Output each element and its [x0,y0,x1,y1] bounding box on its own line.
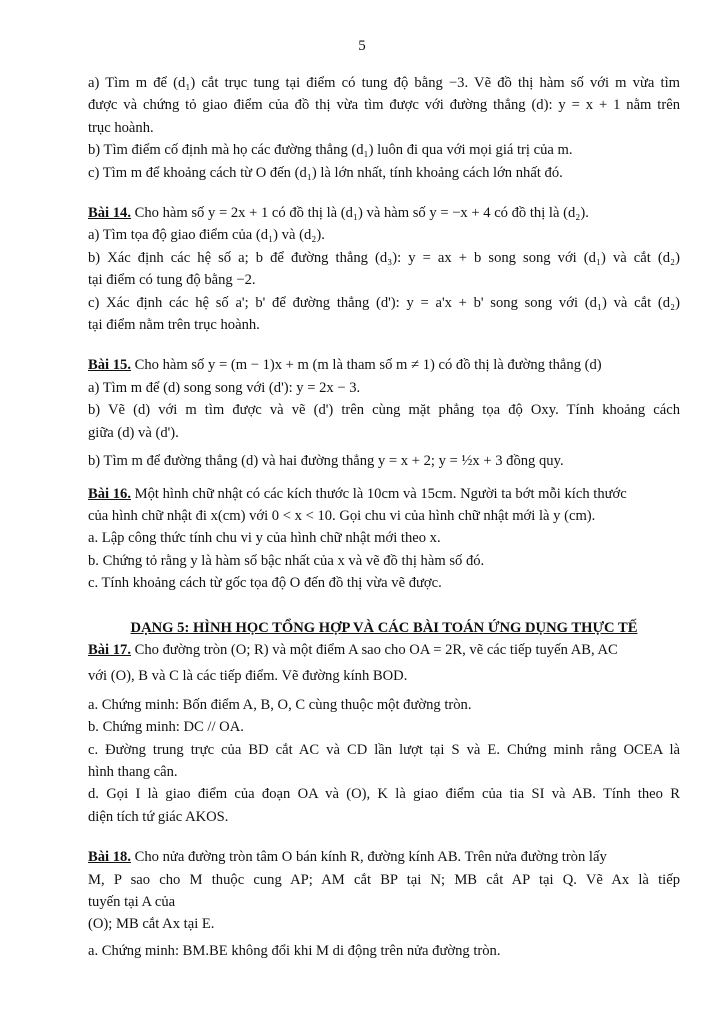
section-heading: DẠNG 5: HÌNH HỌC TỔNG HỢP VÀ CÁC BÀI TOÁN ỨNG DỤNG THỰC TẾ [130,619,638,636]
exercise-label: Bài 16. [88,485,131,502]
text-line: tại điểm nằm trên trục hoành. [88,317,260,334]
exercise-text: Cho đường tròn (O; R) và một điểm A sao cho OA = 2R, vẽ các tiếp tuyến AB, AC [130,641,618,658]
text-line: tại điểm có tung độ bằng −2. [88,272,256,289]
text-line: b) Xác định các hệ số a; b để đường thẳng (d₃): y = ax + b song song với (d₁) và cắt (d₂) [88,249,680,266]
text-line: b. Chứng minh: DC // OA. [88,719,244,736]
page-number: 5 [358,38,366,54]
exercise-text: Cho hàm số y = (m − 1)x + m (m là tham số m ≠ 1) có đồ thị là đường thẳng (d) [130,357,602,374]
text-line: được và chứng tỏ giao điểm của đồ thị vừa tìm được với đường thẳng (d): y = x + 1 nằm trên [88,97,680,114]
text-line: (O); MB cắt Ax tại E. [88,916,215,933]
exercise-text: Cho nửa đường tròn tâm O bán kính R, đường kính AB. Trên nửa đường tròn lấy [130,849,607,866]
exercise-16-intro [88,483,680,505]
text-line: tuyến tại A của [88,894,176,910]
exercise-label: Bài 17. [88,641,131,658]
text-line: M, P sao cho M thuộc cung AP; AM cắt BP tại N; MB cắt AP tại Q. Vẽ Ax là tiếp [88,871,680,888]
text-line: d. Gọi I là giao điểm của đoạn OA và (O), K là giao điểm của tia SI và AB. Tính theo R [88,786,680,803]
text-line: a. Chứng minh: BM.BE không đổi khi M di động trên nửa đường tròn. [88,942,501,959]
text-line: diện tích tứ giác AKOS. [88,808,229,825]
exercise-18-intro [88,846,680,868]
text-line: a) Tìm m để (d₁) cắt trục tung tại điểm có tung độ bằng −3. Vẽ đồ thị hàm số với m vừa tìm [88,75,680,91]
text-line: trục hoành. [88,119,154,136]
text-line: b) Vẽ (d) với m tìm được và vẽ (d') trên cùng mặt phẳng tọa độ Oxy. Tính khoảng cách [88,402,680,419]
text-line: b. Chứng tỏ rằng y là hàm số bậc nhất của x và vẽ đồ thị hàm số đó. [88,552,485,569]
exercise-14-intro [88,202,680,224]
exercise-text: Một hình chữ nhật có các kích thước là 10cm và 15cm. Người ta bớt mỗi kích thước [130,485,627,502]
exercise-15-intro [88,354,680,376]
text-line: c) Tìm m để khoảng cách từ O đến (d₁) là lớn nhất, tính khoảng cách lớn nhất đó. [88,164,563,181]
text-line: a. Chứng minh: Bốn điểm A, B, O, C cùng thuộc một đường tròn. [88,696,472,713]
exercise-label: Bài 15. [88,357,131,374]
text-line: c. Tính khoảng cách từ gốc tọa độ O đến đồ thị vừa vẽ được. [88,575,442,592]
text-line: hình thang cân. [88,763,178,780]
exercise-text: Cho hàm số y = 2x + 1 có đồ thị là (d₁) và hàm số y = −x + 4 có đồ thị là (d₂). [130,205,589,222]
text-line: c) Xác định các hệ số a'; b' để đường thẳng (d'): y = a'x + b' song song với (d₁) và cắt (d₂) [88,294,680,311]
text-line: a) Tìm tọa độ giao điểm của (d₁) và (d₂). [88,227,325,244]
text-line: a) Tìm m để (d) song song với (d'): y = 2x − 3. [88,379,361,396]
text-line: giữa (d) và (d'). [88,424,179,441]
text-line: với (O), B và C là các tiếp điểm. Vẽ đường kính BOD. [88,668,408,685]
exercise-label: Bài 14. [88,205,131,222]
text-line: của hình chữ nhật đi x(cm) với 0 < x < 10. Gọi chu vi của hình chữ nhật mới là y (cm). [88,507,596,524]
exercise-label: Bài 18. [88,849,131,866]
exercise-17-intro [88,639,680,661]
text-line: b) Tìm m để đường thẳng (d) và hai đường thẳng y = x + 2; y = ½x + 3 đồng quy. [88,453,564,470]
document-body [88,72,680,962]
text-line: a. Lập công thức tính chu vi y của hình chữ nhật mới theo x. [88,530,441,547]
text-line: c. Đường trung trực của BD cắt AC và CD lần lượt tại S và E. Chứng minh rằng OCEA là [88,741,680,758]
text-line: b) Tìm điểm cố định mà họ các đường thẳng (d₁) luôn đi qua với mọi giá trị của m. [88,142,573,159]
